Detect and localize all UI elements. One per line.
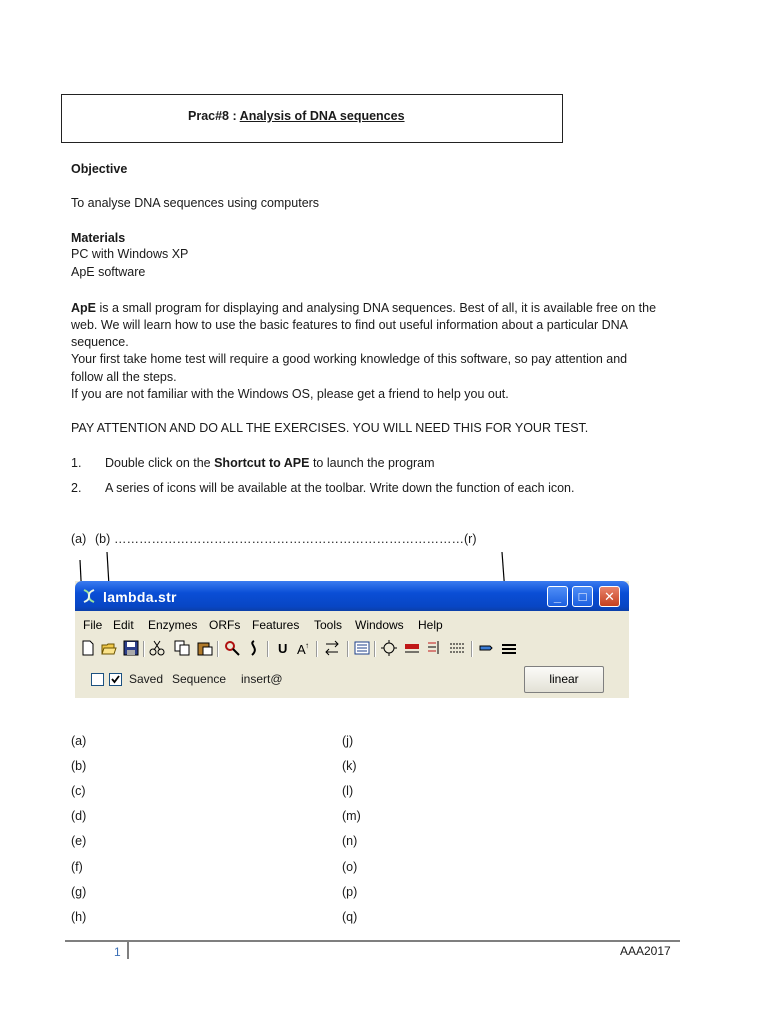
answer-label: (g)	[71, 885, 87, 899]
saved-label: Saved	[129, 672, 164, 686]
menu-edit[interactable]: Edit	[113, 618, 134, 632]
intro-line: web. We will learn how to use the basic features to find out useful information about a particular DNA	[71, 318, 629, 332]
minimize-button[interactable]: _	[547, 586, 568, 607]
answer-label: (m)	[342, 809, 361, 823]
answer-label: (d)	[71, 809, 87, 823]
menu-file[interactable]: File	[83, 618, 103, 632]
intro-line: If you are not familiar with the Windows OS, please get a friend to help you out.	[71, 387, 509, 401]
materials-item: PC with Windows XP	[71, 247, 189, 261]
open-folder-icon[interactable]	[101, 640, 117, 656]
intro-line: Your first take home test will require a good working knowledge of this software, so pay attention and	[71, 352, 628, 366]
window-title: lambda.str	[103, 589, 177, 605]
toolbar-separator	[374, 641, 376, 657]
menu-features[interactable]: Features	[252, 618, 300, 632]
toolbar-separator	[217, 641, 219, 657]
graphic-map-icon[interactable]	[404, 640, 420, 656]
saved-checkbox[interactable]	[109, 673, 122, 686]
answer-label: (b)	[71, 759, 87, 773]
menu-windows[interactable]: Windows	[355, 618, 404, 632]
toolbar-separator	[471, 641, 473, 657]
answer-label: (o)	[342, 860, 358, 874]
step-number: 2.	[71, 481, 82, 495]
menu-tools[interactable]: Tools	[314, 618, 343, 632]
answer-label: (h)	[71, 910, 87, 924]
svg-text:U: U	[278, 641, 288, 656]
menu-enzymes[interactable]: Enzymes	[148, 618, 198, 632]
annotation-dots: …………………………………………………………………………(r)	[114, 532, 477, 546]
linear-button[interactable]: linear	[524, 666, 604, 693]
toolbar-separator	[316, 641, 318, 657]
toolbar-separator	[347, 641, 349, 657]
step-text-post: to launch the program	[309, 456, 435, 470]
dna-icon	[81, 588, 97, 604]
menubar	[75, 615, 629, 635]
answer-label: (q)	[342, 910, 358, 924]
materials-item: ApE software	[71, 265, 146, 279]
answer-label: (e)	[71, 834, 87, 848]
font-size-icon[interactable]	[296, 640, 312, 656]
step-text-pre: Double click on the	[105, 456, 215, 470]
cut-icon[interactable]	[149, 640, 165, 656]
shortcut-name: Shortcut to APE	[214, 456, 310, 470]
intro-line: sequence.	[71, 335, 129, 349]
check-icon	[110, 674, 121, 685]
answer-label: (n)	[342, 834, 358, 848]
step-text: A series of icons will be available at the toolbar. Write down the function of each icon.	[105, 481, 575, 495]
circular-map-icon[interactable]	[381, 640, 397, 656]
annotation-b: (b)	[95, 532, 111, 546]
prac-title: Analysis of DNA sequences	[239, 109, 405, 123]
page-number-divider	[127, 942, 129, 959]
annotation-a: (a)	[71, 532, 87, 546]
alignment-icon[interactable]	[449, 640, 465, 656]
answer-label: (a)	[71, 734, 87, 748]
uppercase-icon[interactable]	[275, 640, 291, 656]
objective-heading: Objective	[71, 162, 128, 176]
translate-icon[interactable]	[246, 640, 262, 656]
sequence-view-icon[interactable]	[354, 640, 370, 656]
footer-code: AAA2017	[620, 944, 671, 958]
toolbar-separator	[143, 641, 145, 657]
toolbar-separator	[267, 641, 269, 657]
new-file-icon[interactable]	[80, 640, 96, 656]
objective-text: To analyse DNA sequences using computers	[71, 196, 320, 210]
svg-text:A: A	[297, 642, 306, 656]
answer-label: (c)	[71, 784, 86, 798]
ape-name: ApE	[71, 301, 96, 315]
checkbox-empty[interactable]	[91, 673, 104, 686]
copy-icon[interactable]	[174, 640, 190, 656]
materials-heading: Materials	[71, 231, 126, 245]
menu-help[interactable]: Help	[418, 618, 443, 632]
enzyme-list-icon[interactable]	[426, 640, 442, 656]
paste-icon[interactable]	[197, 640, 213, 656]
maximize-button[interactable]: □	[572, 586, 593, 607]
close-button[interactable]: ✕	[599, 586, 620, 607]
window-titlebar[interactable]	[75, 581, 629, 611]
sequence-label: Sequence	[172, 672, 227, 686]
step-number: 1.	[71, 456, 82, 470]
svg-text:↑: ↑	[305, 641, 309, 650]
menu-orfs[interactable]: ORFs	[209, 618, 241, 632]
ladder-icon[interactable]	[501, 640, 517, 656]
answer-label: (k)	[342, 759, 357, 773]
page-number: 1	[114, 945, 121, 959]
warning-text: PAY ATTENTION AND DO ALL THE EXERCISES. YOU WILL NEED THIS FOR YOUR TEST.	[71, 421, 589, 435]
intro-line: follow all the steps.	[71, 370, 177, 384]
ape-window	[75, 581, 629, 698]
mode-label: insert@	[241, 672, 283, 686]
intro-text: is a small program for displaying and analysing DNA sequences. Best of all, it is available free on the	[96, 301, 657, 315]
answer-label: (l)	[342, 784, 354, 798]
reverse-complement-icon[interactable]	[324, 640, 340, 656]
footer-rule	[65, 940, 680, 942]
feature-icon[interactable]	[478, 640, 494, 656]
save-icon[interactable]	[123, 640, 139, 656]
answer-label: (f)	[71, 860, 83, 874]
prac-number: Prac#8 :	[188, 109, 237, 123]
find-icon[interactable]	[224, 640, 240, 656]
toolbar	[75, 637, 629, 661]
answer-label: (p)	[342, 885, 358, 899]
answer-label: (j)	[342, 734, 354, 748]
